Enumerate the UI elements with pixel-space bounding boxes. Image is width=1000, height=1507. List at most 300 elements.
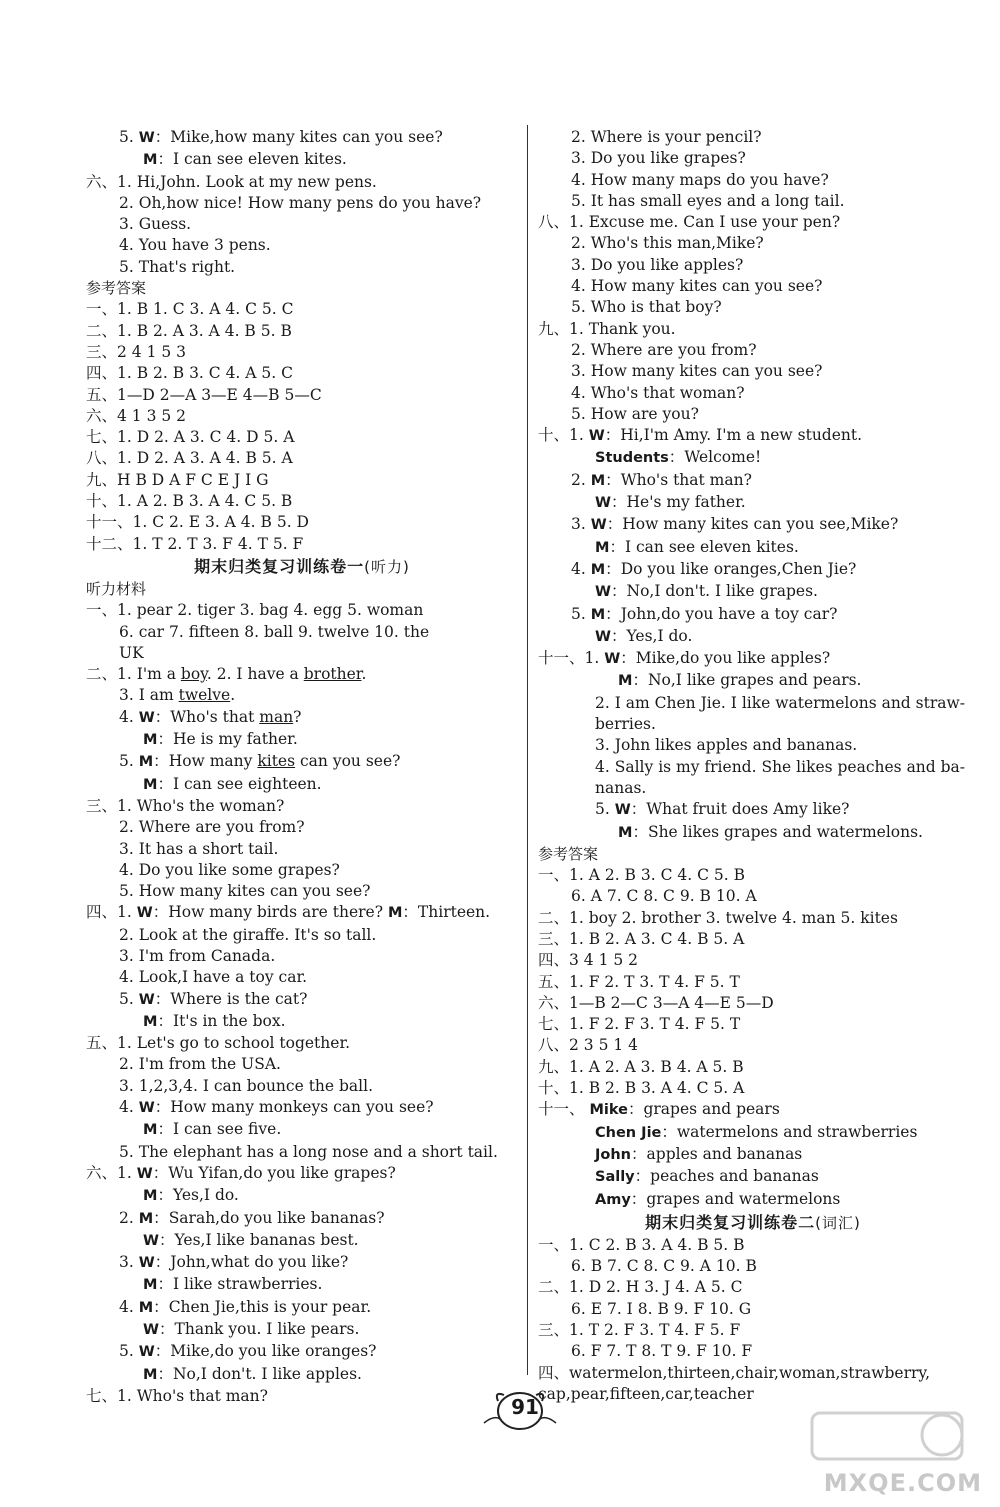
speaker-label: M <box>143 776 158 793</box>
line-text: 三、1. B 2. A 3. C 4. B 5. A <box>538 929 745 948</box>
text-segment: can you see? <box>295 752 401 771</box>
line-text: 九、H B D A F C E J I G <box>86 470 269 489</box>
item-number: 2. <box>571 470 586 489</box>
text-segment: ? <box>293 707 302 726</box>
speaker-label: Sally <box>595 1169 635 1186</box>
item-number: 3. <box>571 362 586 381</box>
text-line <box>538 929 968 950</box>
line-text: 三、1. T 2. F 3. T 4. F 5. F <box>538 1321 741 1340</box>
text-line <box>538 383 968 404</box>
line-text: Yes,I do. <box>626 626 693 645</box>
speaker-label: W <box>138 991 155 1008</box>
line-text: Oh,how nice! How many pens do you have? <box>138 193 482 212</box>
line-text: It has small eyes and a long tail. <box>590 191 845 210</box>
line-text: Where is your pencil? <box>590 128 762 146</box>
line-text: grapes and watermelons <box>646 1189 841 1208</box>
text-line: Amy：grapes and watermelons <box>595 1189 841 1208</box>
item-number: 4. <box>571 559 586 578</box>
line-text: 6. B 7. C 8. C 9. A 10. B <box>571 1257 757 1276</box>
item-number: 3. <box>571 149 586 168</box>
line-text: 一、1. pear 2. tiger 3. bag 4. egg 5. woman <box>86 601 424 620</box>
item-number: 5. <box>571 404 586 423</box>
text-line <box>86 1142 518 1163</box>
speaker-label: M <box>143 1122 158 1139</box>
line-text: Mike,do you like apples? <box>635 649 831 668</box>
text-line <box>538 714 968 735</box>
line-text: I can see eleven kites. <box>624 537 799 556</box>
line-text: apples and bananas <box>646 1144 803 1163</box>
text-line <box>538 255 968 276</box>
line-text: 九、1. A 2. A 3. B 4. A 5. B <box>538 1057 744 1076</box>
item-number: 2. <box>571 128 586 146</box>
text-line <box>538 276 968 297</box>
text-segment: 二、1. I'm a <box>86 665 181 684</box>
text-line: Students：Welcome! <box>595 448 762 467</box>
text-line <box>538 404 968 425</box>
text-line <box>538 1078 968 1099</box>
line-text: I can see eleven kites. <box>172 150 347 169</box>
line-text: Yes,I do. <box>172 1186 239 1205</box>
text-line: John：apples and bananas <box>595 1144 803 1163</box>
text-line <box>538 865 968 886</box>
line-text: 七、1. F 2. F 3. T 4. F 5. T <box>538 1015 741 1034</box>
line-text: Mike,how many kites can you see? <box>170 128 443 146</box>
line-text: 二、1. B 2. A 3. A 4. B 5. B <box>86 321 292 340</box>
item-number: 4. <box>571 170 586 189</box>
text-line <box>86 1076 518 1097</box>
line-text: John likes apples and bananas. <box>614 736 858 755</box>
speaker-label: M <box>590 472 606 489</box>
speaker-label: W <box>604 651 621 668</box>
line-text: How many birds are there? <box>168 903 384 922</box>
line-text: Do you like grapes? <box>590 149 746 168</box>
speaker-label: W <box>138 1100 155 1117</box>
text-line <box>86 321 518 342</box>
item-number: 3. <box>119 215 134 234</box>
text-line <box>86 796 518 817</box>
text-line <box>86 685 518 706</box>
item-number: 2. <box>119 925 134 944</box>
speaker-label: W <box>595 495 611 512</box>
item-number: 4. <box>119 860 134 879</box>
text-line: W：Thank you. I like pears. <box>143 1320 360 1339</box>
text-line: 四、1. W：How many birds are there? M：Thirteen. <box>86 903 491 922</box>
line-text: 1,2,3,4. I can bounce the ball. <box>138 1076 374 1095</box>
speaker-label: W <box>590 517 607 534</box>
text-line <box>86 600 518 621</box>
speaker-label: Amy <box>595 1191 631 1208</box>
line-text: nanas. <box>595 778 647 797</box>
item-number: 3. <box>119 1076 134 1095</box>
text-line: M：She likes grapes and watermelons. <box>618 822 923 841</box>
line-text: Where are you from? <box>590 340 757 359</box>
line-text: 十、1. B 2. B 3. A 4. C 5. A <box>538 1079 745 1098</box>
text-line <box>538 1035 968 1056</box>
text-line <box>538 1320 968 1341</box>
line-text: 6. F 7. T 8. T 9. F 10. F <box>571 1342 753 1361</box>
text-line: M：He is my father. <box>143 730 298 749</box>
text-line <box>538 886 968 907</box>
item-number: 十、1. <box>538 426 584 445</box>
item-number: 5. <box>119 128 134 146</box>
line-text: Where are you from? <box>138 818 305 837</box>
item-number: 六、1. <box>86 172 132 191</box>
line-text: Sarah,do you like bananas? <box>168 1208 385 1227</box>
text-line <box>86 534 518 555</box>
line-text: I can see eighteen. <box>172 774 322 793</box>
text-line: 十一、1. W：Mike,do you like apples? <box>538 649 831 668</box>
speaker-label: W <box>138 1344 155 1361</box>
speaker-label: M <box>138 1210 154 1227</box>
line-text: I am Chen Jie. I like watermelons and straw- <box>614 693 965 712</box>
item-number: 4. <box>119 1098 134 1117</box>
item-number: 十一、 <box>538 1100 585 1119</box>
text-segment: . 2. I have a <box>206 665 304 684</box>
line-text: Sally is my friend. She likes peaches and ba- <box>614 757 966 776</box>
line-text: Who's this man,Mike? <box>590 234 764 253</box>
line-text: John,do you have a toy car? <box>620 604 838 623</box>
line-text: Chen Jie,this is your pear. <box>168 1297 372 1316</box>
line-text: 八、2 3 5 1 4 <box>538 1036 639 1055</box>
line-text: I can see five. <box>172 1120 282 1139</box>
text-line <box>86 664 518 685</box>
speaker-label: M <box>595 539 610 556</box>
text-line: M：It's in the box. <box>143 1011 286 1030</box>
speaker-label: W <box>595 628 611 645</box>
text-line: 5. W：Mike,how many kites can you see? <box>119 128 443 146</box>
line-text: Who is that boy? <box>590 298 722 317</box>
speaker-label: W <box>138 130 155 146</box>
line-text: How many monkeys can you see? <box>170 1098 434 1117</box>
line-text: Do you like apples? <box>590 255 744 274</box>
speaker-label: W <box>138 1255 155 1272</box>
text-line <box>86 342 518 363</box>
text-line <box>86 643 518 664</box>
line-text: How many kites can you see? <box>590 277 823 296</box>
text-line: 4. W：How many monkeys can you see? <box>119 1098 434 1117</box>
subsection-label: 听力材料 <box>86 579 147 598</box>
text-line <box>538 1014 968 1035</box>
text-line <box>538 233 968 254</box>
text-line: 4. M：Do you like oranges,Chen Jie? <box>571 559 857 578</box>
speaker-label: M <box>618 673 633 690</box>
text-segment: . <box>230 686 236 705</box>
line-text: 一、1. A 2. B 3. C 4. C 5. B <box>538 866 745 885</box>
item-number: 2. <box>595 693 610 712</box>
answer-underline: twelve <box>178 686 231 705</box>
line-text: Wu Yifan,do you like grapes? <box>168 1163 396 1182</box>
section-heading <box>86 555 518 579</box>
line-text: 六、1—B 2—C 3—A 4—E 5—D <box>538 993 774 1012</box>
speaker-label: M <box>590 561 606 578</box>
item-number: 3. <box>119 839 134 858</box>
text-line <box>86 512 518 533</box>
line-text: How many maps do you have? <box>590 170 829 189</box>
text-line: M：I can see five. <box>143 1120 282 1139</box>
text-segment: How many <box>168 752 258 771</box>
item-number: 4. <box>119 707 134 726</box>
line-text: Who's the woman? <box>136 796 285 815</box>
item-number: 五、1. <box>86 1034 132 1053</box>
item-number: 2. <box>119 1055 134 1074</box>
line-text: 二、1. D 2. H 3. J 4. A 5. C <box>538 1278 743 1297</box>
text-line <box>86 946 518 967</box>
heading-subtitle: (听力) <box>364 557 410 576</box>
text-line <box>86 622 518 643</box>
line-text: 十、1. A 2. B 3. A 4. C 5. B <box>86 492 293 511</box>
speaker-label: M <box>143 152 158 169</box>
text-line <box>86 172 518 193</box>
item-number: 3. <box>595 736 610 755</box>
text-line <box>86 214 518 235</box>
text-line <box>86 491 518 512</box>
line-text: Hi,John. Look at my new pens. <box>136 172 377 191</box>
line-text: What fruit does Amy like? <box>646 800 850 819</box>
item-number: 4. <box>571 277 586 296</box>
subsection-label: 参考答案 <box>538 844 599 863</box>
text-segment: Who's that <box>170 707 260 726</box>
line-text: Who's that man? <box>136 1386 268 1405</box>
left-column <box>86 127 518 1407</box>
text-line: 5. M：John,do you have a toy car? <box>571 604 838 623</box>
speaker-label: W <box>136 1165 153 1182</box>
text-line <box>538 1384 968 1405</box>
speaker-label: W <box>588 428 605 445</box>
item-number: 三、1. <box>86 796 132 815</box>
heading-title: 期末归类复习训练卷一 <box>194 556 365 576</box>
text-line: 5. W：Mike,do you like oranges? <box>119 1342 377 1361</box>
line-text: That's right. <box>138 257 236 276</box>
item-number: 3. <box>571 255 586 274</box>
text-line <box>86 1386 518 1407</box>
page-number: 91 <box>511 1395 539 1419</box>
line-text: Who's that man? <box>620 470 752 489</box>
text-line <box>86 363 518 384</box>
text-line <box>86 235 518 256</box>
line-text: Do you like some grapes? <box>138 860 340 879</box>
speaker-label: M <box>143 1188 158 1205</box>
text-line <box>538 993 968 1014</box>
item-number: 八、1. <box>538 213 584 232</box>
text-line <box>538 191 968 212</box>
text-line: 3. W：How many kites can you see,Mike? <box>571 515 899 534</box>
line-text: 五、1—D 2—A 3—E 4—B 5—C <box>86 385 322 404</box>
text-line <box>538 127 968 148</box>
text-line <box>538 908 968 929</box>
item-number: 5. <box>571 298 586 317</box>
line-text: 6. car 7. fifteen 8. ball 9. twelve 10. the <box>119 622 430 641</box>
text-line <box>86 925 518 946</box>
line-text: Thank you. I like pears. <box>174 1320 360 1339</box>
item-number: 2. <box>571 234 586 253</box>
text-line: 5. W：What fruit does Amy like? <box>595 800 850 819</box>
item-number: 十一、1. <box>538 649 600 668</box>
line-text: How are you? <box>590 404 699 423</box>
speaker-label: Students <box>595 450 669 467</box>
answer-underline: kites <box>257 752 296 771</box>
text-line: 十、1. W：Hi,I'm Amy. I'm a new student. <box>538 426 863 445</box>
line-text: 6. E 7. I 8. B 9. F 10. G <box>571 1299 752 1318</box>
answer-underline: boy <box>180 665 207 684</box>
line-text: He is my father. <box>172 730 298 749</box>
section-heading <box>538 1211 968 1235</box>
line-text: Excuse me. Can I use your pen? <box>588 213 841 232</box>
line-text: 十二、1. T 2. T 3. F 4. T 5. F <box>86 534 304 553</box>
line-text: berries. <box>595 715 656 734</box>
text-line: 5. M：How many kites can you see? <box>119 752 401 771</box>
line-text: 二、1. boy 2. brother 3. twelve 4. man 5. kites <box>538 908 898 927</box>
text-line <box>86 299 518 320</box>
item-number: 七、1. <box>86 1386 132 1405</box>
line-text: 一、1. C 2. B 3. A 4. B 5. B <box>538 1235 745 1254</box>
line-text: 四、3 4 1 5 2 <box>538 951 639 970</box>
text-line: 六、1. W：Wu Yifan,do you like grapes? <box>86 1163 396 1182</box>
text-line: M：I like strawberries. <box>143 1275 323 1294</box>
text-line: Sally：peaches and bananas <box>595 1167 819 1186</box>
text-line <box>86 881 518 902</box>
speaker-label: Chen Jie <box>595 1124 662 1141</box>
text-line: M：I can see eleven kites. <box>595 537 799 556</box>
text-line <box>86 839 518 860</box>
line-text: It has a short tail. <box>138 839 279 858</box>
line-text: I'm from the USA. <box>138 1055 281 1074</box>
text-line <box>538 170 968 191</box>
text-line <box>538 1235 968 1256</box>
text-line: 4. W：Who's that man? <box>119 707 302 726</box>
line-text: 五、1. F 2. T 3. T 4. F 5. T <box>538 972 740 991</box>
line-text: The elephant has a long nose and a short tail. <box>138 1142 498 1161</box>
line-text: Look at the giraffe. It's so tall. <box>138 925 377 944</box>
text-line <box>538 297 968 318</box>
text-line: W：He's my father. <box>595 493 746 512</box>
text-line <box>538 319 968 340</box>
line-text: Look,I have a toy car. <box>138 968 308 987</box>
text-line <box>538 361 968 382</box>
item-number: 3. <box>571 515 586 534</box>
text-line: M：I can see eleven kites. <box>143 150 347 169</box>
text-line: 2. M：Who's that man? <box>571 470 752 489</box>
line-text: Let's go to school together. <box>136 1034 351 1053</box>
item-number: 2. <box>119 193 134 212</box>
text-line: 4. M：Chen Jie,this is your pear. <box>119 1297 372 1316</box>
text-line <box>538 1363 968 1384</box>
text-line: 2. M：Sarah,do you like bananas? <box>119 1208 385 1227</box>
speaker-label: M <box>387 905 403 922</box>
line-text: 七、1. D 2. A 3. C 4. D 5. A <box>86 428 295 447</box>
text-line <box>538 212 968 233</box>
item-number: 2. <box>571 340 586 359</box>
item-number: 3. <box>119 946 134 965</box>
line-text: 四、watermelon,thirteen,chair,woman,strawberry, <box>538 1363 931 1382</box>
line-text: cap,pear,fifteen,car,teacher <box>538 1384 754 1403</box>
text-line <box>538 340 968 361</box>
answer-underline: brother <box>303 665 362 684</box>
text-line <box>538 778 968 799</box>
line-text: I'm from Canada. <box>138 946 276 965</box>
item-number: 4. <box>119 1297 134 1316</box>
line-text: Where is the cat? <box>170 989 308 1008</box>
answer-underline: man <box>259 707 294 726</box>
line-text: 八、1. D 2. A 3. A 4. B 5. A <box>86 449 293 468</box>
text-line <box>86 860 518 881</box>
text-line <box>538 1256 968 1277</box>
speaker-label: M <box>143 1013 158 1030</box>
text-line <box>86 817 518 838</box>
text-line <box>86 427 518 448</box>
speaker-label: M <box>138 1299 154 1316</box>
text-line <box>538 693 968 714</box>
line-text: He's my father. <box>626 493 746 512</box>
line-text: UK <box>119 643 144 662</box>
line-text: You have 3 pens. <box>138 236 271 255</box>
right-column <box>538 127 968 1405</box>
item-number: 六、1. <box>86 1163 132 1182</box>
line-text: Yes,I like bananas best. <box>174 1230 359 1249</box>
text-line <box>86 1033 518 1054</box>
text-line <box>86 470 518 491</box>
line-text: Hi,I'm Amy. I'm a new student. <box>620 426 863 445</box>
watermark-text: MXQE.COM <box>823 1469 982 1497</box>
text-line: W：Yes,I like bananas best. <box>143 1230 359 1249</box>
text-line: W：No,I don't. I like grapes. <box>595 582 818 601</box>
text-line <box>86 1054 518 1075</box>
speaker-label: M <box>618 824 633 841</box>
text-line: Chen Jie：watermelons and strawberries <box>595 1122 918 1141</box>
speaker-label: M <box>143 1366 158 1383</box>
speaker-label: M <box>143 732 158 749</box>
line-text: Welcome! <box>684 448 762 467</box>
line-text: grapes and pears <box>643 1100 780 1119</box>
item-number: 4. <box>571 383 586 402</box>
text-line <box>86 448 518 469</box>
line-text: Thirteen. <box>417 903 491 922</box>
line-text: No,I don't. I like grapes. <box>626 582 818 601</box>
speaker-label: John <box>595 1146 632 1163</box>
line-text: It's in the box. <box>172 1011 286 1030</box>
item-number: 2. <box>119 818 134 837</box>
text-line <box>86 967 518 988</box>
line-text: How many kites can you see,Mike? <box>622 515 899 534</box>
line-text: 三、2 4 1 5 3 <box>86 342 187 361</box>
text-segment: 3. I am <box>119 686 179 705</box>
text-line <box>538 1341 968 1362</box>
line-text: How many kites can you see? <box>138 882 371 901</box>
item-number: 2. <box>119 1208 134 1227</box>
line-text: 6. A 7. C 8. C 9. B 10. A <box>571 887 757 906</box>
line-text: 一、1. B 1. C 3. A 4. C 5. C <box>86 300 294 319</box>
item-number: 4. <box>119 236 134 255</box>
line-text: I like strawberries. <box>172 1275 323 1294</box>
line-text: 四、1. B 2. B 3. C 4. A 5. C <box>86 364 293 383</box>
text-line <box>538 950 968 971</box>
line-text: She likes grapes and watermelons. <box>647 822 923 841</box>
line-text: 十一、1. C 2. E 3. A 4. B 5. D <box>86 513 309 532</box>
item-number: 5. <box>119 1342 134 1361</box>
column-divider <box>527 125 528 1375</box>
text-line: M：No,I don't. I like apples. <box>143 1364 362 1383</box>
text-line <box>538 757 968 778</box>
text-segment: . <box>361 665 367 684</box>
text-line <box>86 193 518 214</box>
item-number: 5. <box>119 257 134 276</box>
line-text: watermelons and strawberries <box>676 1122 918 1141</box>
speaker-label: W <box>138 709 155 726</box>
text-line: M：I can see eighteen. <box>143 774 322 793</box>
speaker-label: W <box>143 1322 159 1339</box>
line-text: How many kites can you see? <box>590 362 823 381</box>
line-text: John,what do you like? <box>170 1253 349 1272</box>
speaker-label: Mike <box>589 1102 628 1119</box>
